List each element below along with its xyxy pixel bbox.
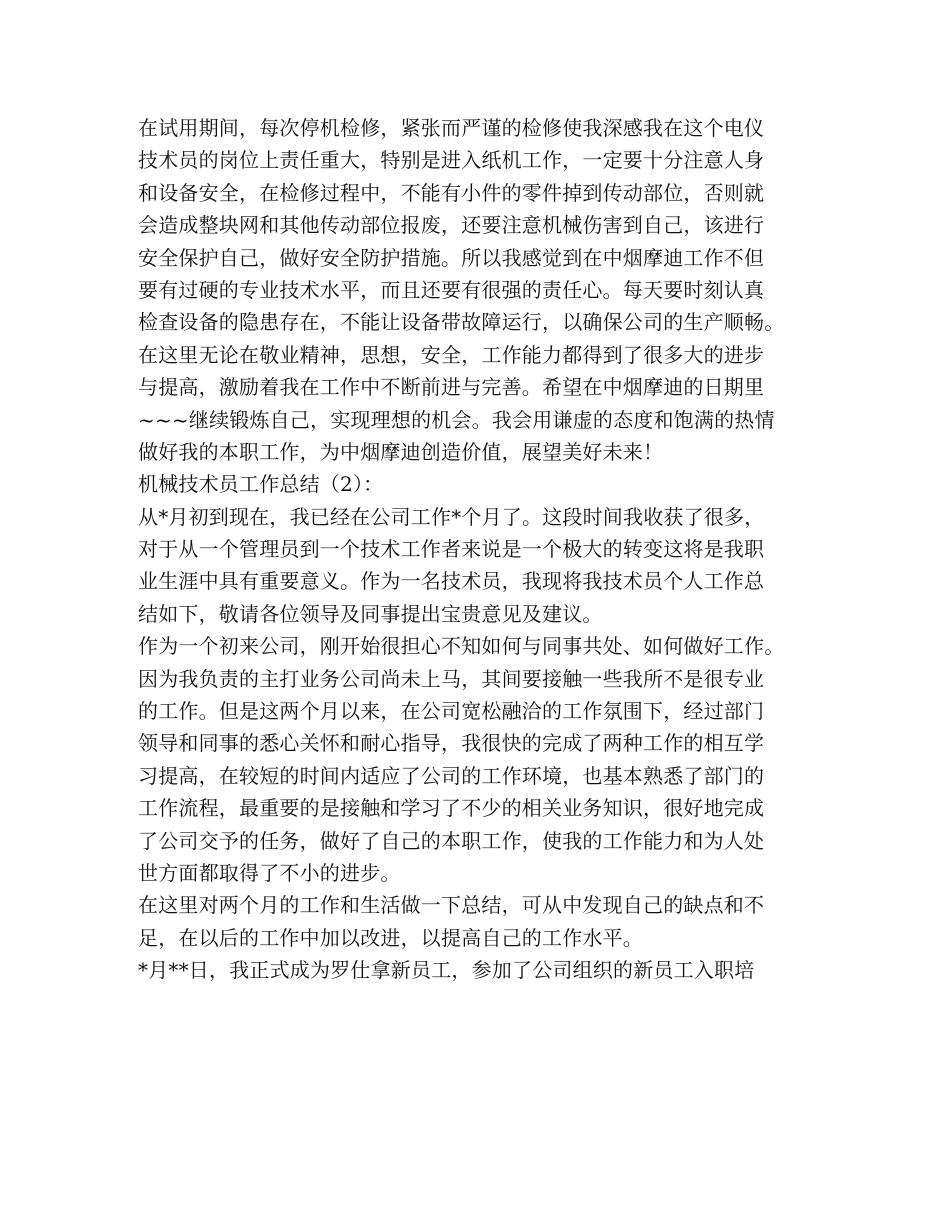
text-line: 世方面都取得了不小的进步。 bbox=[138, 860, 401, 885]
text-line: 足，在以后的工作中加以改进，以提高自己的工作水平。 bbox=[138, 925, 643, 950]
text-line: 安全保护自己，做好安全防护措施。所以我感觉到在中烟摩迪工作不但 bbox=[138, 245, 765, 270]
text-line: 因为我负责的主打业务公司尚未上马，其间要接触一些我所不是很专业 bbox=[138, 666, 765, 691]
section-heading: 机械技术员工作总结（2）： bbox=[138, 472, 384, 497]
text-line: 作为一个初来公司，刚开始很担心不知如何与同事共处、如何做好工作。 bbox=[138, 634, 785, 659]
text-line: 结如下，敬请各位领导及同事提出宝贵意见及建议。 bbox=[138, 601, 603, 626]
text-line: 对于从一个管理员到一个技术工作者来说是一个极大的转变这将是我职 bbox=[138, 537, 765, 562]
text-line: 的工作。但是这两个月以来，在公司宽松融洽的工作氛围下，经过部门 bbox=[138, 699, 765, 724]
text-line: 在试用期间，每次停机检修，紧张而严谨的检修使我深感我在这个电仪 bbox=[138, 116, 765, 140]
text-line: 技术员的岗位上责任重大，特别是进入纸机工作，一定要十分注意人身 bbox=[138, 148, 765, 173]
text-line: 了公司交予的任务，做好了自己的本职工作，使我的工作能力和为人处 bbox=[138, 828, 765, 853]
text-line: 从*月初到现在，我已经在公司工作*个月了。这段时间我收获了很多， bbox=[138, 504, 765, 529]
text-line: 与提高，激励着我在工作中不断前进与完善。希望在中烟摩迪的日期里 bbox=[138, 375, 765, 400]
text-line: 业生涯中具有重要意义。作为一名技术员，我现将我技术员个人工作总 bbox=[138, 569, 765, 594]
text-line: 领导和同事的悉心关怀和耐心指导，我很快的完成了两种工作的相互学 bbox=[138, 731, 765, 756]
text-line: 会造成整块网和其他传动部位报废，还要注意机械伤害到自己，该进行 bbox=[138, 213, 765, 238]
text-line: 检查设备的隐患存在，不能让设备带故障运行，以确保公司的生产顺畅。 bbox=[138, 310, 785, 335]
text-line: 和设备安全，在检修过程中，不能有小件的零件掉到传动部位，否则就 bbox=[138, 180, 765, 205]
document-body bbox=[138, 112, 818, 987]
text-line: 做好我的本职工作，为中烟摩迪创造价值，展望美好未来！ bbox=[138, 439, 664, 464]
text-line: 要有过硬的专业技术水平，而且还要有很强的责任心。每天要时刻认真 bbox=[138, 277, 765, 302]
text-line: 在这里无论在敬业精神，思想，安全，工作能力都得到了很多大的进步 bbox=[138, 342, 765, 367]
text-line: 工作流程，最重要的是接触和学习了不少的相关业务知识，很好地完成 bbox=[138, 796, 765, 821]
text-line: 在这里对两个月的工作和生活做一下总结，可从中发现自己的缺点和不 bbox=[138, 893, 765, 918]
text-line: *月**日，我正式成为罗仕拿新员工，参加了公司组织的新员工入职培 bbox=[138, 958, 755, 983]
text-line: 习提高，在较短的时间内适应了公司的工作环境，也基本熟悉了部门的 bbox=[138, 763, 765, 788]
text-line: ~~~继续锻炼自己，实现理想的机会。我会用谦虚的态度和饱满的热情 bbox=[138, 407, 775, 432]
